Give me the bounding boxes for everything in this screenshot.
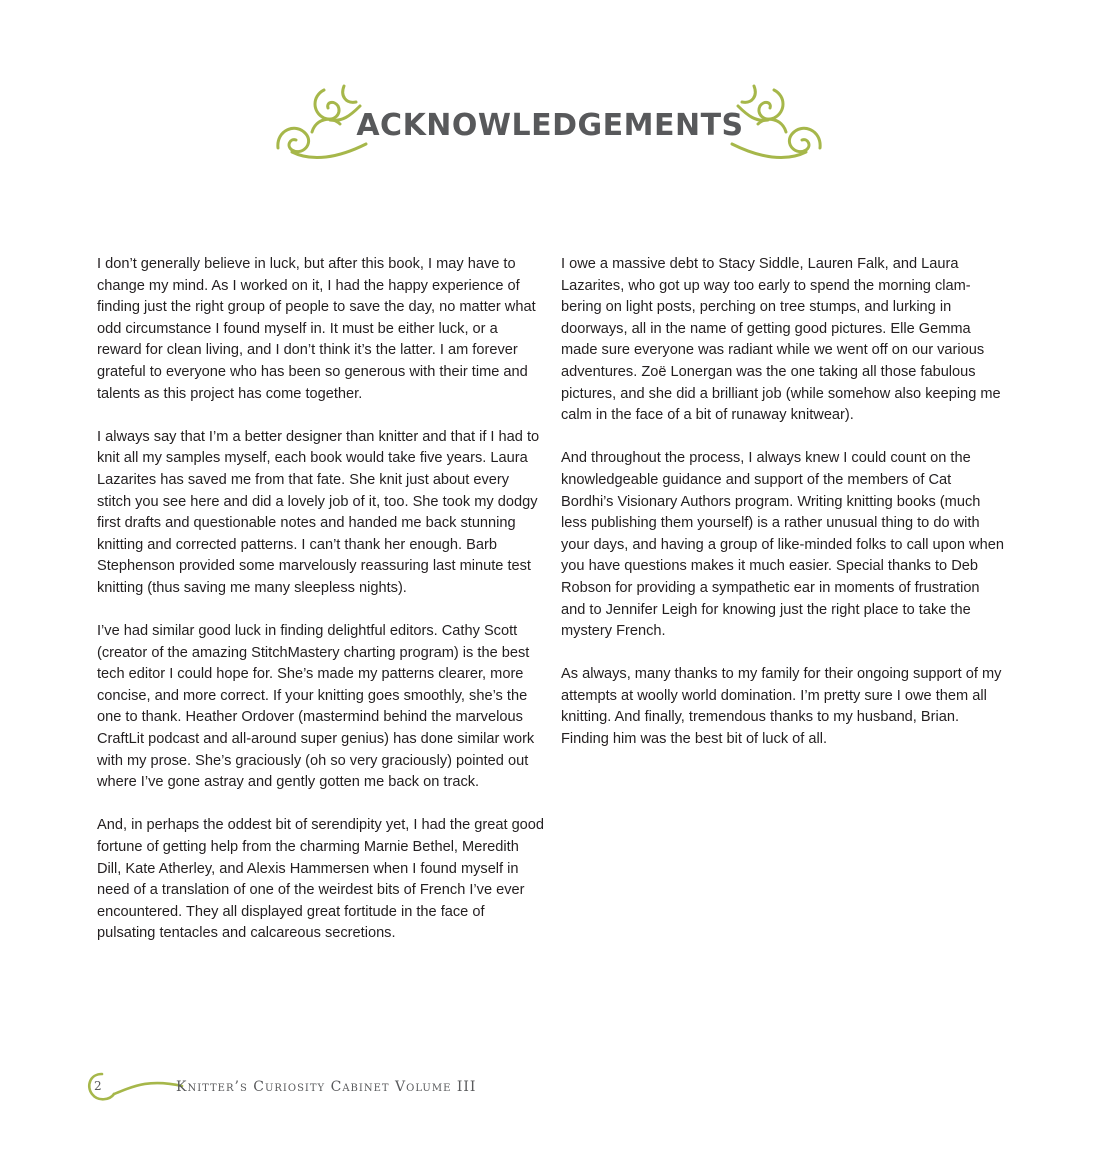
page-title: ACKNOWLEDGEMENTS — [356, 108, 744, 143]
paragraph: I always say that I’m a better designer than knitter and that if I had to knit all my samples myself, each book would take five years. Laura Lazarites has saved me from that fate. She knit just about every stitch you see here and did a lovely job of it, too. She took my dodgy first drafts and questionable notes and handed me back stunning knitting and corrected patterns. I can’t thank her enough. Barb Stephenson provided some marvelously reassuring last minute test knitting (thus saving me many sleepless nights). — [97, 428, 540, 596]
paragraph: And, in perhaps the oddest bit of serendipity yet, I had the great good fortune of getting help from the charming Marnie Bethel, Meredith Dill, Kate Atherley, and Alexis Hammersen when I found myself in need of a translation of one of the weirdest bits of French I’ve ever encountered. They all displayed great fortitude in the face of pulsating tentacles and calcareous secretions. — [97, 817, 545, 942]
paragraph: And throughout the process, I always knew I could count on the knowledgeable guidance and support of the members of Cat Bordhi’s Visionary Authors program. Writing knitting books (much less publishing them yourself) is a rather unusual thing to do with your days, and having a group of like-minded folks to call upon when you have questions makes it much easier. Special thanks to Deb Robson for providing a sympathetic ear in moments of frustration and to Jennifer Leigh for knowing just the right place to take the mystery French. — [561, 450, 1004, 640]
paragraph: I owe a massive debt to Stacy Siddle, Lauren Falk, and Laura Lazarites, who got up way too early to spend the morning clam-bering on light posts, perching on tree stumps, and lurking in doorways, all in the name of getting good pictures. Elle Gemma made sure everyone was radiant while we went off on our various adventures. Zoë Lonergan was the one taking all those fabulous pictures, and she did a brilliant job (while somehow also keeping me calm in the face of a bit of runaway knitwear). — [561, 256, 1001, 424]
running-title: Knitter’s Curiosity Cabinet Volume III — [176, 1079, 477, 1095]
paragraph: As always, many thanks to my family for their ongoing support of my attempts at woolly world domination. I’m pretty sure I owe them all knitting. And finally, tremendous thanks to my husband, Brian. Finding him was the best bit of luck of all. — [561, 666, 1002, 748]
page-footer — [84, 1068, 504, 1108]
left-column — [97, 254, 545, 967]
page-header — [0, 70, 1100, 180]
scroll-flourish-right-icon — [730, 78, 826, 166]
paragraph: I don’t generally believe in luck, but after this book, I may have to change my mind. As I worked on it, I had the happy experience of finding just the right group of people to save the day, no matter what odd circumstance I found myself in. It must be either luck, or a reward for clean living, and I don’t think it’s the latter. I am forever grateful to everyone who has been so generous with their time and talents as this project has come together. — [97, 256, 536, 402]
right-column — [561, 254, 1006, 772]
paragraph: I’ve had similar good luck in finding delightful editors. Cathy Scott (creator of the amazing StitchMastery charting program) is the best tech editor I could hope for. She’s made my patterns clearer, more concise, and more correct. If your knitting goes smoothly, she’s the one to thank. Heather Ordover (mastermind behind the marvelous CraftLit podcast and all-around super genius) has done similar work with my prose. She’s graciously (oh so very graciously) pointed out where I’ve gone astray and gently gotten me back on track. — [97, 623, 535, 791]
page-number: 2 — [94, 1079, 102, 1093]
